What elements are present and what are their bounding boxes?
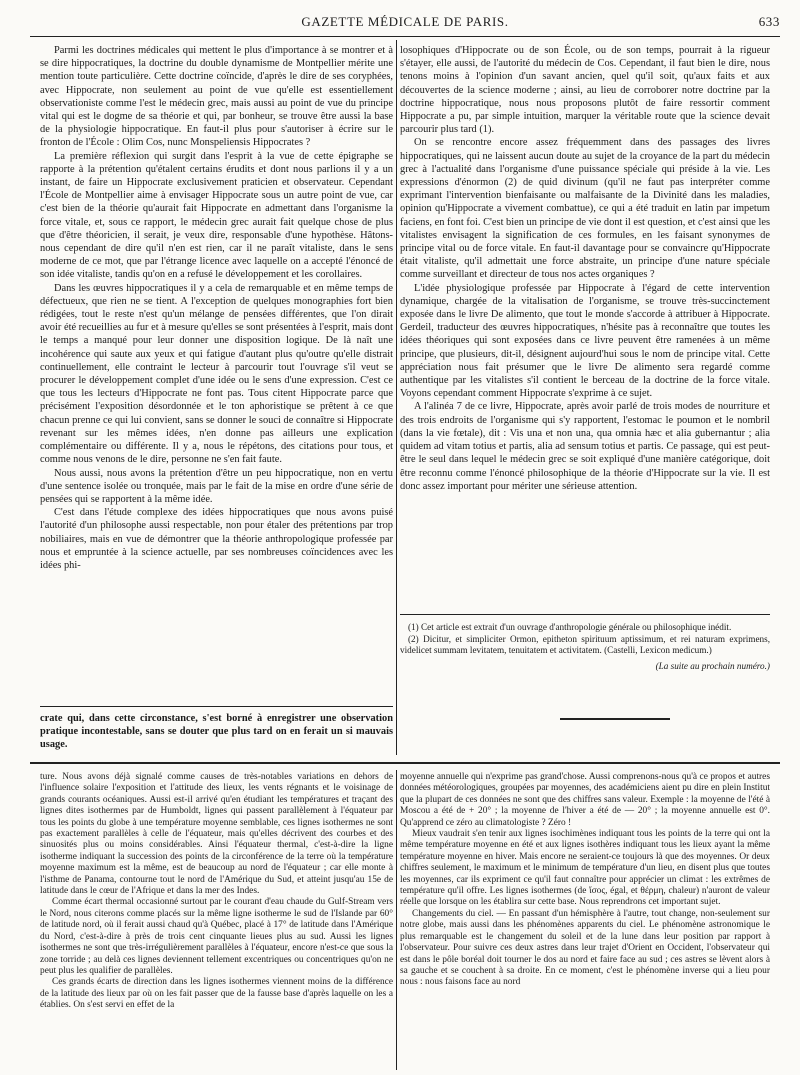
footnote: (1) Cet article est extrait d'un ouvrage d'anthropologie générale ou philosophique inédit.	[408, 622, 732, 632]
page-header	[30, 14, 780, 34]
footnote: (2) Dicitur, et simpliciter Ormon, epitheton spirituum aptissimum, et rei naturam exprimens, videlicet summam levitatem, tenuitatem et activitatem. (Castelli, Lexicon medicum.)	[400, 633, 770, 656]
footnote-rule	[400, 614, 770, 615]
paragraph: A l'alinéa 7 de ce livre, Hippocrate, après avoir parlé de trois modes de nourriture et des trois endroits de l'organisme qui s'y rapportent, l'estomac le poumon et le nombril (dans la vie fœtale), dit : Vis una et non una, qua omnia hæc et alia gubernantur ; alia quidem ad vitam totius et partis, alia ad sensum totius et partis. Ce passage, qui est peut-être le seul dans lequel le médecin grec se soit expliqué d'une manière catégorique, doit être reconnu comme l'énoncé philosophique de la théorie d'Hippocrate sur la vie. Il est donc assez important pour mériter une sérieuse attention.	[400, 401, 770, 492]
header-rule	[30, 36, 780, 37]
carry-over-text	[40, 712, 393, 752]
paragraph: Dans les œuvres hippocratiques il y a cela de remarquable et en même temps de défectueux, que rien ne se tient. A l'exception de quelques monographies fort bien rédigées, tout le reste n'est qu'un mélange de pensées différentes, que l'on dirait avoir été recueillies au fur et à mesure qu'elles se sont présentées à l'esprit, mais dont le temps a manqué pour leur donner une disposition logique. De là naît une incohérence qui saute aux yeux et qui fatigue d'autant plus qu'outre qu'elle distrait continuellement, elle contraint le lecteur à parcourir tout l'ouvrage s'il veut se procurer le développement complet d'une idée ou le sens d'une expression. C'est ce que tous les lecteurs d'Hippocrate ne font pas. Tous citent Hippocrate parce que précisément l'exposition désordonnée et le ton aphoristique se prêtent à ce que chacun prenne ce qui lui convient, sans se donner le souci de connaître si Hippocrate revenant sur les mêmes idées, n'en donne pas ailleurs une explication complémentaire ou différente. Il y a, nous le répétons, des citations pour tous, et comme nous venons de le dire, personne ne s'en fait faute.	[40, 282, 393, 466]
paragraph: On se rencontre encore assez fréquemment dans des passages des livres hippocratiques, qui ne laissent aucun doute au sujet de la croyance de la part du médecin grec à l'actualité dans l'organisme d'une puissance spéciale qui préside à la vie. Les expressions d'énormon (2) de quid divinum (qu'il ne faut pas interpréter comme exprimant l'intervention bienfaisante ou malfaisante de la Divinité dans les maladies, opinion qu'Hippocrate a vivement combattue), ce qui a été traduit en latin par impetum faciens, en font foi. C'est bien un principe de vie dont il est question, et c'est ainsi que les vitalistes envisagent la signification de ces formules, en les faisant synonymes de principe vital ou de force vitale. En faut-il davantage pour se convaincre qu'Hippocrate était vitaliste, qu'il admettait une force abstraite, un principe d'une nature spéciale comme surveillant et directeur de tous nos actes organiques ?	[400, 137, 770, 281]
paragraph: Parmi les doctrines médicales qui mettent le plus d'importance à se montrer et à se dire hippocratiques, la doctrine du double dynamisme de Montpellier mérite une mention toute particulière. Cette doctrine coïncide, d'après le dire de ses coryphées, avec Hippocrate, non seulement au point de vue qu'elle est essentiellement observationiste comme l'est le médecin grec, mais aussi au point de vue du principe vital qui est le dogme de sa théorie et qui, par bonheur, se trouve être aussi la base de la physiologie hippocratique. En faut-il plus pour s'autoriser à écrire sur le fronton de l'École : Olim Cos, nunc Monspeliensis Hippocrates ?	[40, 45, 393, 149]
end-rule	[560, 718, 670, 720]
paragraph: ture. Nous avons déjà signalé comme causes de très-notables variations en dehors de l'influence solaire l'exposition et l'attitude des lieux, les vents régnants et le voisinage de grands courants océaniques. Aussi est-il arrivé qu'en étudiant les températures et traçant des lignes dites isothermes par de Humboldt, lignes qui passent parallèlement à l'équateur par tous les points du globe à une température moyenne semblable, ces lignes isothermes ne sont pas exactement parallèles à celle de l'équateur, mais qu'elles décrivent des courbes et des sinuosités plus ou moins considérables. Ainsi l'équateur thermal, c'est-à-dire la ligne isotherme indiquant la succession des points de la circonférence de la terre où la température moyenne maximum est la même, est de beaucoup au nord de l'équateur ; car elle monte à l'isthme de Panama, contourne tout le nord de l'Amérique du Sud, et atteint jusqu'au 15e de latitude dans le cœur de l'Afrique et dans la mer des Indes.	[40, 772, 393, 897]
feuilleton-column-left	[40, 772, 393, 1072]
paragraph: Nous aussi, nous avons la prétention d'être un peu hippocratique, non en vertu d'une sentence isolée ou tronquée, mais par le fait de la mise en ordre d'une série de pensées qui se rapportent à la même idée.	[40, 467, 393, 505]
paragraph: Mieux vaudrait s'en tenir aux lignes isochimènes indiquant tous les points de la terre qui ont la même température moyenne en été et aux lignes isothères indiquant tous les lieux ayant la même température moyenne en hiver. Mais encore ne seraient-ce toujours là que des moyennes. Or deux chiffres seulement, le maximum et le minimum de température d'un lieu, en disent plus que toutes les moyennes, car ils expriment ce qu'il faut connaître pour apprécier un climat : les extrêmes de température qu'il offre. Les lignes isothermes (de ἴσος, égal, et θέρμη, chaleur) n'auront de valeur réelle que lorsque on les établira sur cette base. Nous reprendrons cet important sujet.	[400, 829, 770, 908]
column-divider-upper	[396, 40, 397, 755]
paragraph: moyenne annuelle qui n'exprime pas grand'chose. Aussi comprenons-nous qu'à ce propos et autres données météorologiques, groupées par moyennes, des académiciens aient pu dire en plein Institut que la plupart de ces données ne sont que des chiffres sans valeur. Exemple : la moyenne de l'été à Moscou a été de + 20° ; la moyenne de l'hiver a été de — 20° ; la moyenne annuelle est 0°. Qu'apprend ce zéro au climatologiste ? Zéro !	[400, 772, 770, 828]
section-rule	[30, 762, 780, 764]
footnotes	[400, 622, 770, 702]
column-divider-lower	[396, 770, 397, 1070]
feuilleton-column-right	[400, 772, 770, 1072]
article-column-right	[400, 44, 770, 584]
paragraph: losophiques d'Hippocrate ou de son École, ou de son temps, pourrait à la rigueur s'étayer, elle aussi, de l'autorité du médecin de Cos. Cependant, il faut bien le dire, nous tenons moins à l'opinion d'un savant ancien, quel qu'il soit, qu'aux faits et aux découvertes de la science moderne ; ainsi, au lieu de corroborer notre doctrine par la doctrine hippocratique, nous nous proposons plutôt de faire ressortir comment Hippocrate a pu, par simple intuition, marquer la véritable route que la science devait parcourir plus tard (1).	[400, 45, 770, 136]
paragraph: Changements du ciel. — En passant d'un hémisphère à l'autre, tout change, non-seulement sur notre globe, mais aussi dans les phénomènes apparents du ciel. Le phénomène astronomique le plus remarquable est le changement du soleil et de la lune dans leur position par rapport à l'observateur. Pour suivre ces deux astres dans leur trajet d'Orient en Occident, l'observateur qui est dans le pôle boréal doit tourner le dos au nord et faire face au sud ; ces astres se lèvent alors à sa gauche et se couchent à sa droite. En ce moment, c'est le phénomène inverse qui a lieu pour nous : nous faisons face au nord	[400, 908, 770, 988]
paragraph: crate qui, dans cette circonstance, s'est borné à enregistrer une observation pratique incontestable, sans se douter que plus tard on en ferait un si mauvais usage.	[40, 713, 393, 751]
paragraph: Ces grands écarts de direction dans les lignes isothermes viennent moins de la différence de la latitude des lieux par où on les fait passer que de la fausse base d'après laquelle on les a établies. On s'est servi en effet de la	[40, 977, 393, 1011]
paragraph: L'idée physiologique professée par Hippocrate à l'égard de cette intervention dynamique, chargée de la vitalisation de l'organisme, se trouve très-succinctement exposée dans le livre De alimento, que tout le monde s'accorde à attribuer à Hippocrate. Gerdeil, traducteur des œuvres hippocratiques, n'hésite pas à reconnaître que toutes les idées théoriques qui sont exposées dans ce livre peuvent être ramenées à un même principe, que plusieurs, dit-il, désignent aujourd'hui sous le nom de principe vital. Cette appréciation nous fait présumer que le livre De alimento sera regardé comme authentique par les vitalistes s'il contient le berceau de la doctrine de la force vitale. Voyons cependant comment Hippocrate s'exprime à ce sujet.	[400, 282, 770, 400]
journal-title: GAZETTE MÉDICALE DE PARIS.	[301, 14, 509, 29]
page-number: 633	[758, 14, 780, 29]
paragraph: C'est dans l'étude complexe des idées hippocratiques que nous avons puisé l'autorité d'un philosophe aussi respectable, non pour étaler des prétentions par trop nobiliaires, mais en vue de démontrer que la théorie anthropologique professée par nous et empruntée à la science actuelle, par ses nombreuses coïncidences avec les idées phi-	[40, 507, 393, 571]
carry-over-rule	[40, 706, 393, 707]
paragraph: La première réflexion qui surgit dans l'esprit à la vue de cette épigraphe se rapporte à la prétention qu'étalent certains érudits et dont nous parlions il y a un instant, de faire un Hippocrate exclusivement praticien et observateur. Cependant l'École de Montpellier aime à envisager Hippocrate sous un autre point de vue, car c'est bien de la théorie qu'aurait fait Hippocrate en admettant dans l'organisme la force vitale, et, sous ce rapport, le médecin grec aurait fait quelque chose de plus que d'être théoricien, il serait, je veux dire, responsable d'une hypothèse. Hâtons-nous cependant de dire qu'il n'en est rien, car il ne paraît vitaliste, dans le sens moderne de ce mot, que par l'étrange licence avec laquelle on a accepté l'énoncé de son idée vitaliste, tandis qu'on en a refusé le développement et les corollaires.	[40, 150, 393, 281]
continued-note: (La suite au prochain numéro.)	[655, 660, 770, 671]
paragraph: Comme écart thermal occasionné surtout par le courant d'eau chaude du Gulf-Stream vers le Nord, nous citerons comme placés sur la même ligne isotherme le sud de l'Islande par 60° de latitude nord, où il ferait aussi chaud qu'à Québec, placé à 17° de latitude dans l'Amérique du Nord, c'est-à-dire à près de trois cent cinquante lieues plus au sud. Aussi les lignes isothermes ne sont que très-irrégulièrement parallèles à l'équateur, encore n'est-ce que sous la zone torride ; au delà ces lignes deviennent tellement excentriques ou concentriques qu'on ne peut plus les qualifier de parallèles.	[40, 897, 393, 976]
article-column-left	[40, 44, 393, 716]
